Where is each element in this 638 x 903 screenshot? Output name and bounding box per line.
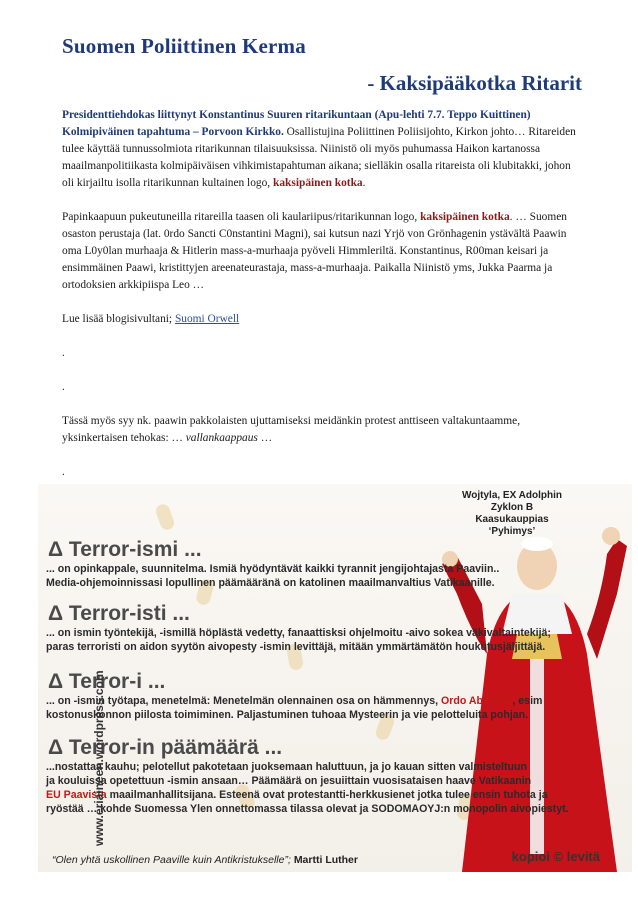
pope-caption	[462, 490, 562, 538]
quote-text: “Olen yhtä uskollinen Paaville kuin Antikristukselle”;	[52, 854, 294, 866]
heading-terror-i: Δ Terror-i ...	[48, 670, 166, 693]
paragraph-4-italic: vallankaappaus	[185, 432, 258, 444]
caption-line: Kaasukauppias	[475, 514, 549, 525]
heading-terror-isti: Δ Terror-isti ...	[48, 602, 190, 625]
paragraph-2-text-b: . … Suomen osaston perustaja (lat. 0rdo Sancti C0nstantini Magni), sai kutsun nazi Yrjö von Grönhagenin ystävältä Paawin oma L0y0lan murhaaja & Hitlerin mass-a-murhaaja pyöveli Himmleriltä. Konstantinus, R00man keisari ja ensimmäinen Paawi, kristittyjen areenateurastaja, mass-a-murhaaja. Paikalla Niinistö yms, Jukka Paarma ja ortodoksien arkkipiispa Leo …	[62, 211, 567, 291]
luther-quote	[52, 854, 358, 866]
separator-dot: .	[62, 381, 65, 393]
paragraph-1-highlight: kaksipäinen kotka	[273, 177, 363, 189]
poster-text: , esim	[512, 695, 543, 707]
side-url-text: www.eriaineen.wordpress.com	[92, 670, 106, 846]
paragraph-4-text-a: Tässä myös syy nk. paawin pakkolaisten ujuttamiseksi meidänkin protest anttiseen valtakuntaamme, yksinkertaisen tehokas: …	[62, 415, 521, 444]
paragraph-1	[62, 107, 582, 192]
poster-red-text: EU Paavista	[46, 789, 107, 801]
poster-text-line: kostonuskonnon piilosta toimiminen. Paljastuminen tuhoaa Mysteerin ja vie pelotteluita pohjan.	[46, 709, 529, 721]
poster-text: maailmanhallitsijana. Esteenä ovat protestantti-herkkusienet jotka tulee ensin tuhota ja	[106, 789, 548, 801]
poster-text-line	[46, 788, 548, 802]
poster-text-line: ... on ismin työntekijä, -ismillä höplästä vedetty, fanaattisksi ohjelmoitu -aivo sokea väkivaltaintekijä;	[46, 627, 551, 639]
poster-text: ... on -ismin työtapa, menetelmä: Menetelmän olennainen osa on hämmennys,	[46, 695, 441, 707]
poster-text-line: Media-ohjemoinnissasi lopullinen päämääränä on katolinen maailmanvaltius Vatikaanille.	[46, 577, 495, 589]
page-subtitle: - Kaksipääkotka Ritarit	[367, 71, 582, 95]
quote-author: Martti Luther	[293, 854, 358, 866]
paragraph-2-highlight: kaksipäinen kotka	[420, 211, 510, 223]
paragraph-2	[62, 209, 582, 294]
heading-terror-in-paamaara: Δ Terror-in päämäärä ...	[48, 736, 283, 759]
poster-image	[38, 484, 632, 872]
paragraph-1-lead: Presidenttiehdokas liittynyt Konstantinus Suuren ritarikuntaan (Apu-lehti 7.7. Teppo Kuittinen) Kolmipiväinen tapahtuma – Porvoon Kirkko.	[62, 109, 531, 138]
poster-text-line: ... on opinkappale, suunnitelma. Ismiä hyödyntävät kaikki tyrannit jengijohtajasta Paaviin..	[46, 563, 500, 575]
page-title: Suomen Poliittinen Kerma	[62, 34, 306, 58]
poster-text-line: paras terroristi on aidon syytön aivopesty -ismin levittäjä, mitään ymmärtämätön houkutusjäljittäjä.	[46, 641, 546, 653]
document-body	[62, 34, 582, 481]
paragraph-3-text: Lue lisää blogisivultani;	[62, 313, 175, 325]
paragraph-4	[62, 413, 582, 447]
separator-dot: .	[62, 466, 65, 478]
blog-link[interactable]: Suomi Orwell	[174, 313, 240, 325]
paragraph-1-end: .	[362, 177, 366, 189]
copy-notice: kopioi © levitä	[511, 849, 600, 864]
poster-text-line: ja kouluissa opetettuun -ismin ansaan… Päämäärä on jesuiittain vuosisataisen haave Vatikaanin	[46, 775, 532, 787]
caption-line: Wojtyla, EX Adolphin	[462, 490, 562, 501]
paragraph-4-text-b: …	[257, 432, 273, 444]
caption-line: ‘Pyhimys’	[488, 526, 536, 537]
paragraph-2-text-a: Papinkaapuun pukeutuneilla ritareilla taasen oli kaulariipus/ritarikunnan logo,	[62, 211, 421, 223]
heading-terror-ismi: Δ Terror-ismi ...	[48, 538, 202, 561]
poster-text-line: ...nostattaa kauhu; pelotellut pakotetaan juoksemaan haluttuun, ja jo kauan sitten valmisteltuun	[46, 761, 527, 773]
poster-text-line	[46, 694, 542, 708]
paragraph-3	[62, 311, 582, 328]
poster-text-line: ryöstää … kohde Suomessa Ylen onnettomassa tilassa olevat ja SODOMAOYJ:n monopolin aivopiestyt.	[46, 803, 569, 815]
caption-line: Zyklon B	[490, 502, 534, 513]
paragraph-1-text: Osallistujina Poliittinen Poliisijohto, Kirkon johto… Ritareiden tulee käyttää tunnussolmiota ritarikunnan tilaisuuksissa. Niinistö oli myös puhumassa Haikon kartanossa maailmanpolitiikasta kolmipäiväisen vihkimistapahtuman aikana; sielläkin osalla ritareista oli klubitakki, johon oli kirjailtu isolla ritarikunnan kultainen logo,	[62, 126, 576, 189]
poster-red-text: Ordo Ab Chao	[441, 695, 513, 707]
separator-dot: .	[62, 347, 65, 359]
